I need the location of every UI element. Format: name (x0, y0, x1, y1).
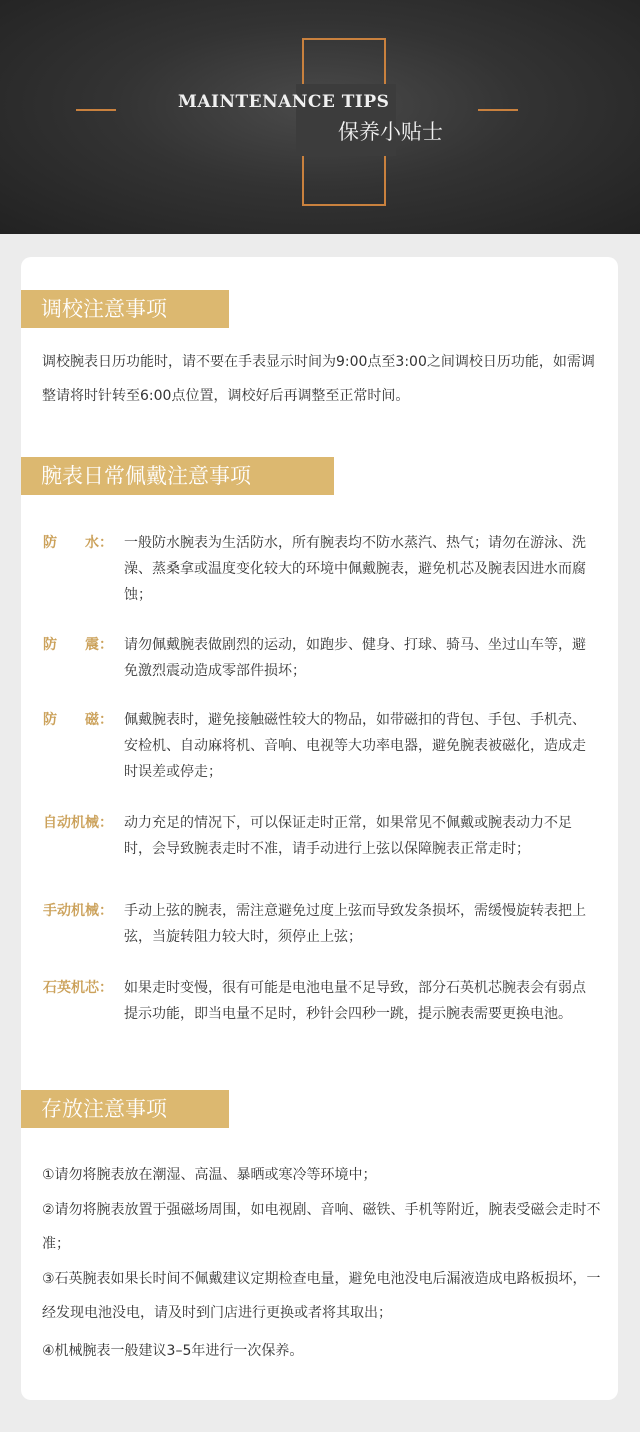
tip-text: 请勿佩戴腕表做剧烈的运动，如跑步、健身、打球、骑马、坐过山车等，避免激烈震动造成零部件损坏； (124, 637, 586, 679)
header-banner (0, 0, 640, 234)
banner-title-cn: 保养小贴士 (338, 120, 443, 144)
decorative-line-right (478, 109, 518, 111)
tip-label: 手动机械： (43, 903, 113, 919)
tip-label: 防 震： (43, 637, 113, 653)
storage-item: ②请勿将腕表放置于强磁场周围，如电视剧、音响、磁铁、手机等附近，腕表受磁会走时不准； (42, 1202, 601, 1252)
section-heading-storage: 存放注意事项 (21, 1090, 229, 1128)
storage-item: ③石英腕表如果长时间不佩戴建议定期检查电量，避免电池没电后漏液造成电路板损坏，一经发现电池没电，请及时到门店进行更换或者将其取出； (42, 1271, 601, 1321)
banner-title-en: MAINTENANCE TIPS (178, 92, 390, 112)
tip-label: 石英机芯： (43, 980, 113, 996)
tip-text: 动力充足的情况下，可以保证走时正常，如果常见不佩戴或腕表动力不足时，会导致腕表走时不准，请手动进行上弦以保障腕表正常走时； (124, 815, 572, 857)
tip-label: 防 水： (43, 535, 113, 551)
storage-item: ④机械腕表一般建议3–5年进行一次保养。 (42, 1343, 304, 1359)
storage-item: ①请勿将腕表放在潮湿、高温、暴晒或寒冷等环境中； (42, 1167, 377, 1183)
section-heading-calibration: 调校注意事项 (21, 290, 229, 328)
decorative-line-left (76, 109, 116, 111)
section-heading-daily-wear: 腕表日常佩戴注意事项 (21, 457, 334, 495)
tip-text: 一般防水腕表为生活防水，所有腕表均不防水蒸汽、热气；请勿在游泳、洗澡、蒸桑拿或温度变化较大的环境中佩戴腕表，避免机芯及腕表因进水而腐蚀； (124, 535, 586, 603)
tip-label: 防 磁： (43, 712, 113, 728)
calibration-text: 调校腕表日历功能时，请不要在手表显示时间为9:00点至3:00之间调校日历功能，如需调整请将时针转至6:00点位置，调校好后再调整至正常时间。 (42, 354, 595, 404)
tip-text: 佩戴腕表时，避免接触磁性较大的物品，如带磁扣的背包、手包、手机壳、安检机、自动麻将机、音响、电视等大功率电器，避免腕表被磁化，造成走时误差或停走； (124, 712, 586, 780)
tip-text: 手动上弦的腕表，需注意避免过度上弦而导致发条损坏，需缓慢旋转表把上弦，当旋转阻力较大时，须停止上弦； (124, 903, 586, 945)
tip-label: 自动机械： (43, 815, 113, 831)
tip-text: 如果走时变慢，很有可能是电池电量不足导致，部分石英机芯腕表会有弱点提示功能，即当电量不足时，秒针会四秒一跳，提示腕表需要更换电池。 (124, 980, 586, 1022)
